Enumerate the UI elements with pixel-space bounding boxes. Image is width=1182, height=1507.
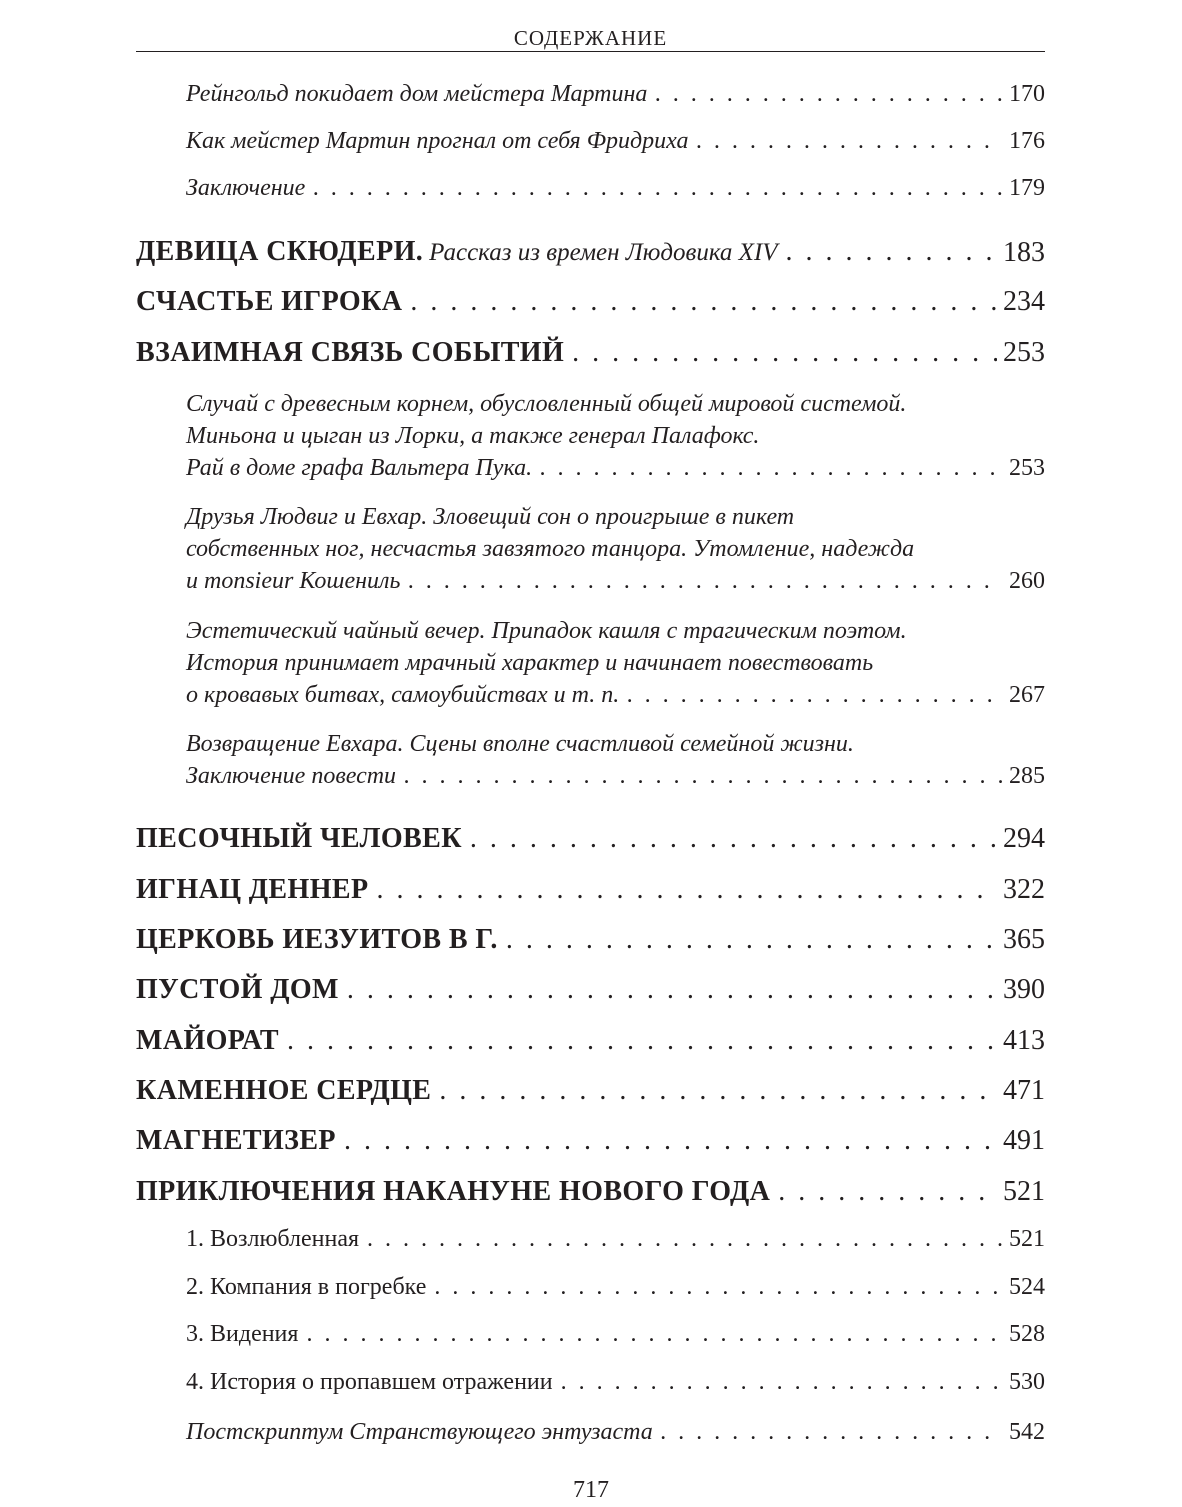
toc-page-number: 471 <box>1003 1075 1045 1106</box>
toc-page-number: 390 <box>1003 974 1045 1005</box>
toc-page-number: 521 <box>1009 1226 1045 1252</box>
toc-entry-title: 2. Компания в погребке <box>186 1274 427 1300</box>
leader-dots <box>404 760 1003 792</box>
leader-dots <box>697 125 1004 157</box>
toc-page-number: 234 <box>1003 286 1045 317</box>
leader-dots <box>661 1416 1003 1448</box>
toc-page-number: 542 <box>1009 1419 1045 1445</box>
toc-entry-title: Заключение <box>186 175 306 201</box>
leader-dots <box>344 1124 997 1158</box>
toc-entry-title: СЧАСТЬЕ ИГРОКА <box>136 286 403 317</box>
toc-entry-title: МАЙОРАТ <box>136 1025 279 1056</box>
toc-entry-visions[interactable] <box>186 1318 1045 1350</box>
leader-dots <box>778 1175 997 1209</box>
toc-entry-postscript[interactable] <box>186 1416 1045 1448</box>
toc-entry-line: Рай в доме графа Вальтера Пука. <box>186 455 533 481</box>
toc-entry-line: Миньона и цыган из Лорки, а также генерал Палафокс. <box>186 423 760 449</box>
toc-page-number: 176 <box>1009 128 1045 154</box>
toc-page-number: 179 <box>1009 175 1045 201</box>
leader-dots <box>655 78 1003 110</box>
leader-dots <box>470 822 997 856</box>
leader-dots <box>561 1366 1003 1398</box>
toc-page-number: 322 <box>1003 874 1045 905</box>
toc-entry-magnetizer[interactable] <box>136 1124 1045 1158</box>
toc-entry-ludwig-euchar[interactable] <box>186 501 1045 597</box>
toc-entry-title: ПУСТОЙ ДОМ <box>136 974 339 1005</box>
toc-entry-majorat[interactable] <box>136 1024 1045 1058</box>
toc-entry-title: ДЕВИЦА СКЮДЕРИ. <box>136 236 424 267</box>
toc-page-number: 528 <box>1009 1321 1045 1347</box>
leader-dots <box>627 679 1003 711</box>
toc-entry-cellar-company[interactable] <box>186 1271 1045 1303</box>
leader-dots <box>540 452 1003 484</box>
toc-page-number: 524 <box>1009 1274 1045 1300</box>
toc-entry-conclusion-martin[interactable] <box>186 172 1045 204</box>
leader-dots <box>434 1271 1003 1303</box>
leader-dots <box>410 285 997 319</box>
toc-page-number: 183 <box>1003 237 1045 268</box>
toc-entry-gambler[interactable] <box>136 285 1045 319</box>
toc-entry-jesuit-church[interactable] <box>136 923 1045 957</box>
toc-entry-sandman[interactable] <box>136 822 1045 856</box>
toc-entry-title: ПРИКЛЮЧЕНИЯ НАКАНУНЕ НОВОГО ГОДА <box>136 1176 771 1207</box>
toc-entry-stone-heart[interactable] <box>136 1074 1045 1108</box>
toc-entry-line: Заключение повести <box>186 763 397 789</box>
toc-entry-line: о кровавых битвах, самоубийствах и т. п. <box>186 682 620 708</box>
toc-entry-connection[interactable] <box>136 336 1045 370</box>
toc-entry-scuderi[interactable] <box>136 235 1045 270</box>
toc-page-number: 267 <box>1009 682 1045 708</box>
toc-page-number: 253 <box>1009 455 1045 481</box>
leader-dots <box>439 1074 997 1108</box>
leader-dots <box>408 565 1003 597</box>
leader-dots <box>367 1223 1003 1255</box>
toc-page-number: 521 <box>1003 1176 1045 1207</box>
toc-entry-tree-root[interactable] <box>186 388 1045 484</box>
toc-entry-title: КАМЕННОЕ СЕРДЦЕ <box>136 1075 432 1106</box>
toc-entry-line: Эстетический чайный вечер. Припадок кашля с трагическим поэтом. <box>186 618 907 644</box>
toc-entry-lost-reflection[interactable] <box>186 1366 1045 1398</box>
toc-page-number: 170 <box>1009 81 1045 107</box>
toc-entry-line: История принимает мрачный характер и начинает повествовать <box>186 650 874 676</box>
running-head: СОДЕРЖАНИЕ <box>513 26 668 50</box>
toc-entry-empty-house[interactable] <box>136 973 1045 1007</box>
toc-entry-reinhold-leaves[interactable] <box>186 78 1045 110</box>
toc-entry-line: Друзья Людвиг и Евхар. Зловещий сон о проигрыше в пикет <box>186 504 795 530</box>
toc-entry-beloved[interactable] <box>186 1223 1045 1255</box>
toc-entry-title: Как мейстер Мартин прогнал от себя Фридриха <box>186 128 689 154</box>
toc-entry-title: МАГНЕТИЗЕР <box>136 1125 336 1156</box>
toc-entry-new-year[interactable] <box>136 1175 1045 1209</box>
toc-entry-martin-drove-friedrich[interactable] <box>186 125 1045 157</box>
toc-entry-title: 3. Видения <box>186 1321 299 1347</box>
toc-entry-title: 1. Возлюбленная <box>186 1226 360 1252</box>
toc-entry-euchar-return[interactable] <box>186 728 1045 792</box>
leader-dots <box>572 336 997 370</box>
toc-entry-tea-evening[interactable] <box>186 615 1045 711</box>
toc-entry-title: ЦЕРКОВЬ ИЕЗУИТОВ В Г. <box>136 924 498 955</box>
leader-dots <box>287 1024 997 1058</box>
toc-entry-title: ИГНАЦ ДЕННЕР <box>136 874 369 905</box>
toc-entry-title: 4. История о пропавшем отражении <box>186 1369 553 1395</box>
toc-entry-line: Возвращение Евхара. Сцены вполне счастливой семейной жизни. <box>186 731 854 757</box>
leader-dots <box>347 973 997 1007</box>
toc-entry-line: собственных ног, несчастья завзятого танцора. Утомление, надежда <box>186 536 915 562</box>
toc-entry-title: Постскриптум Странствующего энтузаста <box>186 1419 653 1445</box>
toc-entry-line: и monsieur Кошениль <box>186 568 401 594</box>
toc-page-number: 530 <box>1009 1369 1045 1395</box>
toc-page-number: 260 <box>1009 568 1045 594</box>
leader-dots <box>306 1318 1003 1350</box>
toc-entry-title: ПЕСОЧНЫЙ ЧЕЛОВЕК <box>136 823 462 854</box>
toc-page-number: 253 <box>1003 337 1045 368</box>
toc-entry-title: ВЗАИМНАЯ СВЯЗЬ СОБЫТИЙ <box>136 337 565 368</box>
page-number: 717 <box>573 1477 609 1503</box>
toc-page-number: 413 <box>1003 1025 1045 1056</box>
leader-dots <box>506 923 997 957</box>
toc-page-number: 365 <box>1003 924 1045 955</box>
toc-page-number: 294 <box>1003 823 1045 854</box>
leader-dots <box>376 873 997 907</box>
toc-page-number: 491 <box>1003 1125 1045 1156</box>
toc-entry-line: Случай с древесным корнем, обусловленный общей мировой системой. <box>186 391 907 417</box>
toc-entry-title: Рейнгольд покидает дом мейстера Мартина <box>186 81 648 107</box>
toc-entry-subtitle: Рассказ из времен Людовика XIV <box>429 239 778 266</box>
toc-page-number: 285 <box>1009 763 1045 789</box>
toc-entry-denner[interactable] <box>136 873 1045 907</box>
leader-dots <box>313 172 1003 204</box>
leader-dots <box>786 235 997 269</box>
